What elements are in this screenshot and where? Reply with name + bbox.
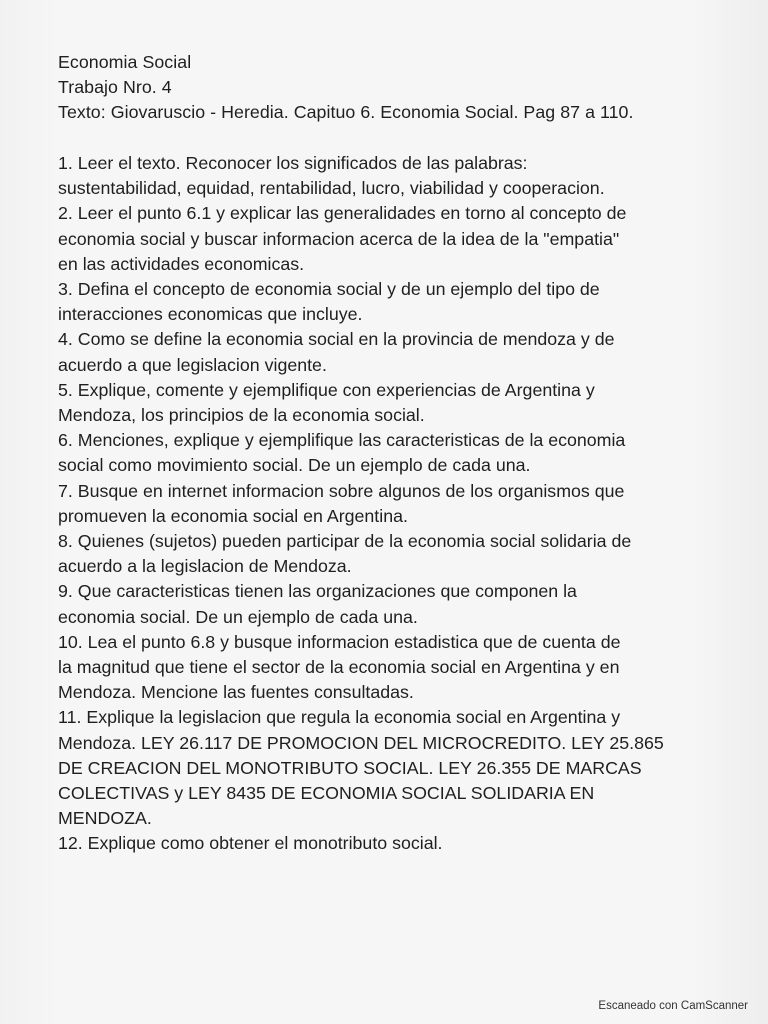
instruction-line: acuerdo a la legislacion de Mendoza.: [58, 556, 352, 577]
instruction-line: economia social. De un ejemplo de cada una.: [58, 606, 418, 627]
scanner-watermark: Escaneado con CamScanner: [598, 1000, 748, 1012]
instruction-line: sustentabilidad, equidad, rentabilidad, lucro, viabilidad y cooperacion.: [58, 178, 605, 199]
course-title: Economia Social: [58, 52, 192, 72]
instruction-line: 5. Explique, comente y ejemplifique con experiencias de Argentina y: [58, 379, 595, 400]
instruction-line: Mendoza. LEY 26.117 DE PROMOCION DEL MICROCREDITO. LEY 25.865: [58, 732, 664, 753]
instruction-line: COLECTIVAS y LEY 8435 DE ECONOMIA SOCIAL SOLIDARIA EN: [58, 783, 595, 804]
instruction-line: Mendoza. Mencione las fuentes consultadas.: [58, 682, 414, 703]
instruction-line: 12. Explique como obtener el monotributo social.: [58, 833, 443, 854]
instruction-line: promueven la economia social en Argentina.: [58, 505, 408, 526]
instruction-line: social como movimiento social. De un ejemplo de cada una.: [58, 455, 531, 476]
instruction-line: 2. Leer el punto 6.1 y explicar las generalidades en torno al concepto de: [58, 203, 627, 224]
instruction-line: Mendoza, los principios de la economia social.: [58, 405, 425, 426]
instruction-line: 6. Menciones, explique y ejemplifique las caracteristicas de la economia: [58, 430, 626, 451]
instruction-line: la magnitud que tiene el sector de la economia social en Argentina y en: [58, 657, 620, 678]
assignment-number: Trabajo Nro. 4: [58, 77, 172, 97]
assignment-instructions: [58, 151, 748, 857]
instruction-line: 10. Lea el punto 6.8 y busque informacion estadistica que de cuenta de: [58, 631, 621, 652]
instruction-line: 11. Explique la legislacion que regula la economia social en Argentina y: [58, 707, 621, 728]
document-header: [58, 50, 748, 125]
instruction-line: 1. Leer el texto. Reconocer los significados de las palabras:: [58, 153, 528, 173]
instruction-line: 4. Como se define la economia social en la provincia de mendoza y de: [58, 329, 615, 350]
source-text-reference: Texto: Giovaruscio - Heredia. Capituo 6. Economia Social. Pag 87 a 110.: [58, 102, 634, 122]
instruction-line: interacciones economicas que incluye.: [58, 304, 363, 325]
instruction-line: 8. Quienes (sujetos) pueden participar de la economia social solidaria de: [58, 531, 632, 552]
instruction-line: 3. Defina el concepto de economia social y de un ejemplo del tipo de: [58, 279, 600, 300]
instruction-line: en las actividades economicas.: [58, 253, 305, 274]
instruction-line: DE CREACION DEL MONOTRIBUTO SOCIAL. LEY 26.355 DE MARCAS: [58, 757, 642, 778]
instruction-line: 7. Busque en internet informacion sobre algunos de los organismos que: [58, 480, 625, 501]
instruction-line: MENDOZA.: [58, 808, 152, 829]
instruction-line: 9. Que caracteristicas tienen las organizaciones que componen la: [58, 581, 577, 602]
instruction-line: acuerdo a que legislacion vigente.: [58, 354, 327, 375]
instruction-line: economia social y buscar informacion acerca de la idea de la "empatia": [58, 228, 620, 249]
